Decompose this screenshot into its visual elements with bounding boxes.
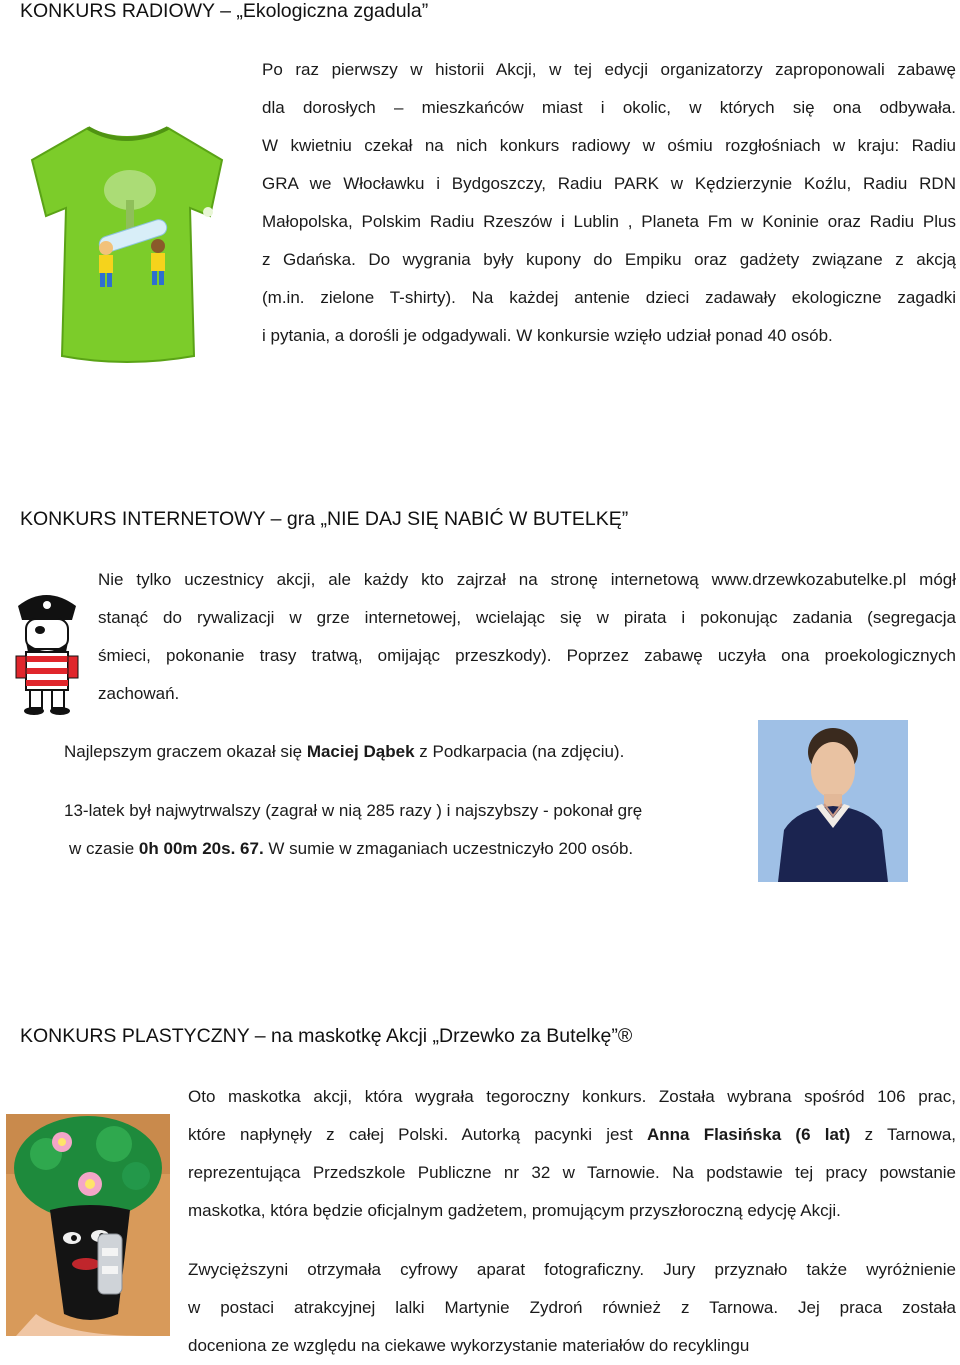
record-line-2: w czasie 0h 00m 20s. 67. W sumie w zmaganiach uczestniczyło 200 osób. xyxy=(69,839,634,858)
art-contest-paragraph-2: Zwycięższyni otrzymała cyfrowy aparat fotograficzny. Jury przyznało także wyróżnienie w postaci atrakcyjnej lalki Martynie Zydroń również z Tarnowa. Jej praca została doceniona ze względu na ciekawe wykorzystanie materiałów do recyklingu xyxy=(188,1260,956,1355)
section-heading-internet: KONKURS INTERNETOWY – gra „NIE DAJ SIĘ NABIĆ W BUTELKĘ” xyxy=(20,508,629,530)
section-heading-art: KONKURS PLASTYCZNY – na maskotkę Akcji „Drzewko za Butelkę”® xyxy=(20,1025,633,1047)
record-time: 0h 00m 20s. 67. xyxy=(138,839,264,858)
mascot-puppet-photo xyxy=(6,1114,170,1336)
pirate-icon xyxy=(12,586,82,716)
internet-contest-paragraph: Nie tylko uczestnicy akcji, ale każdy kto zajrzał na stronę internetową www.drzewkozabutelke.pl mógł stanąć do rywalizacji w grze internetowej, wcielając się w pirata i pokonując zadania (segregacja śmieci, pokonanie trasy tratwą, omijając przeszkody). Poprzez zabawę uczyła ona proekologicznych zachowań. xyxy=(98,570,956,703)
best-player-name: Maciej Dąbek xyxy=(306,742,415,761)
art-contest-paragraph-1: Oto maskotka akcji, która wygrała tegoroczny konkurs. Została wybrana spośród 106 prac, które napłynęły z całej Polski. Autorką pacynki jest Anna Flasińska (6 lat) z Tarnowa, reprezentująca Przedszkole Publiczne nr 32 w Tarnowie. Na podstawie tej pracy powstanie maskotka, która będzie oficjalnym gadżetem, promującym przyszłoroczną edycję Akcji. xyxy=(188,1087,956,1220)
green-tshirt-image xyxy=(26,120,230,364)
boy-photo xyxy=(758,720,908,882)
radio-contest-paragraph: Po raz pierwszy w historii Akcji, w tej edycji organizatorzy zaproponowali zabawę dla dorosłych – mieszkańców miast i okolic, w których się ona odbywała. W kwietniu czekał na nich konkurs radiowy w ośmiu rozgłośniach w kraju: Radiu GRA we Włocławku i Bydgoszczy, Radiu PARK w Kędzierzynie Koźlu, Radiu RDN Małopolska, Polskim Radiu Rzeszów i Lublin , Planeta Fm w Koninie oraz Radiu Plus z Gdańska. Do wygrania były kupony do Empiku oraz gadżety związane z akcją (m.in. zielone T-shirty). Na każdej antenie dzieci zadawały ekologiczne zagadki i pytania, a dorośli je odgadywali. W konkursie wzięło udział ponad 40 osób. xyxy=(262,60,956,345)
best-player-line: Najlepszym graczem okazał się Maciej Dąbek z Podkarpacia (na zdjęciu). xyxy=(64,742,625,761)
section-heading-radio: KONKURS RADIOWY – „Ekologiczna zgadula” xyxy=(20,0,429,22)
winner-name: Anna Flasińska (6 lat) xyxy=(646,1125,851,1144)
record-line-1: 13-latek był najwytrwalszy (zagrał w nią 285 razy ) i najszybszy - pokonał grę xyxy=(64,801,643,820)
